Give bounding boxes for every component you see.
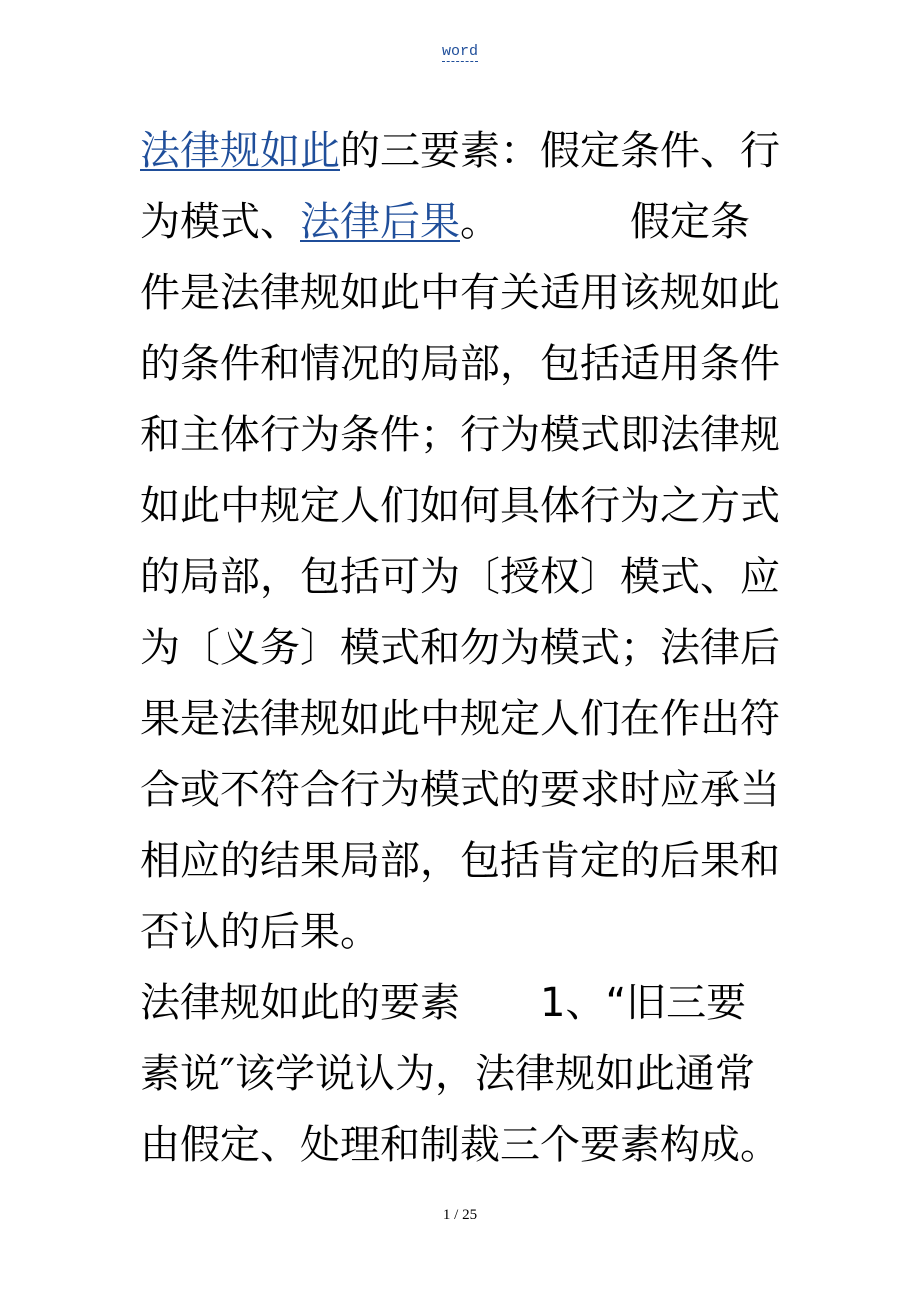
paragraph-2 <box>140 968 785 1181</box>
paragraph-1-text-b: 。 <box>460 199 500 245</box>
page-header <box>0 40 920 60</box>
page-number: 1 / 25 <box>442 1207 478 1223</box>
paragraph-1 <box>140 116 785 968</box>
paragraph-2-text-b: 1、“旧三要素说″该学说认为，法律规如此通常由假定、处理和制裁三个要素构成。 <box>140 980 780 1168</box>
legal-rule-link[interactable]: 法律规如此 <box>140 128 340 174</box>
paragraph-1-text-c: 假定条件是法律规如此中有关适用该规如此的条件和情况的局部，包括适用条件和主体行为条件；行为模式即法律规如此中规定人们如何具体行为之方式的局部，包括可为〔授权〕模式、应为〔义务〕模式和勿为模式；法律后果是法律规如此中规定人们在作出符合或不符合行为模式的要求时应承当相应的结果局部，包括肯定的后果和否认的后果。 <box>140 199 780 955</box>
document-body <box>140 116 785 1181</box>
header-word-link[interactable]: word <box>441 43 478 60</box>
paragraph-2-text-a: 法律规如此的要素 <box>140 980 460 1026</box>
paragraph-1-text-a: 的三要素：假定条件、行为模式、 <box>140 128 780 245</box>
legal-consequence-link[interactable]: 法律后果 <box>300 199 460 245</box>
